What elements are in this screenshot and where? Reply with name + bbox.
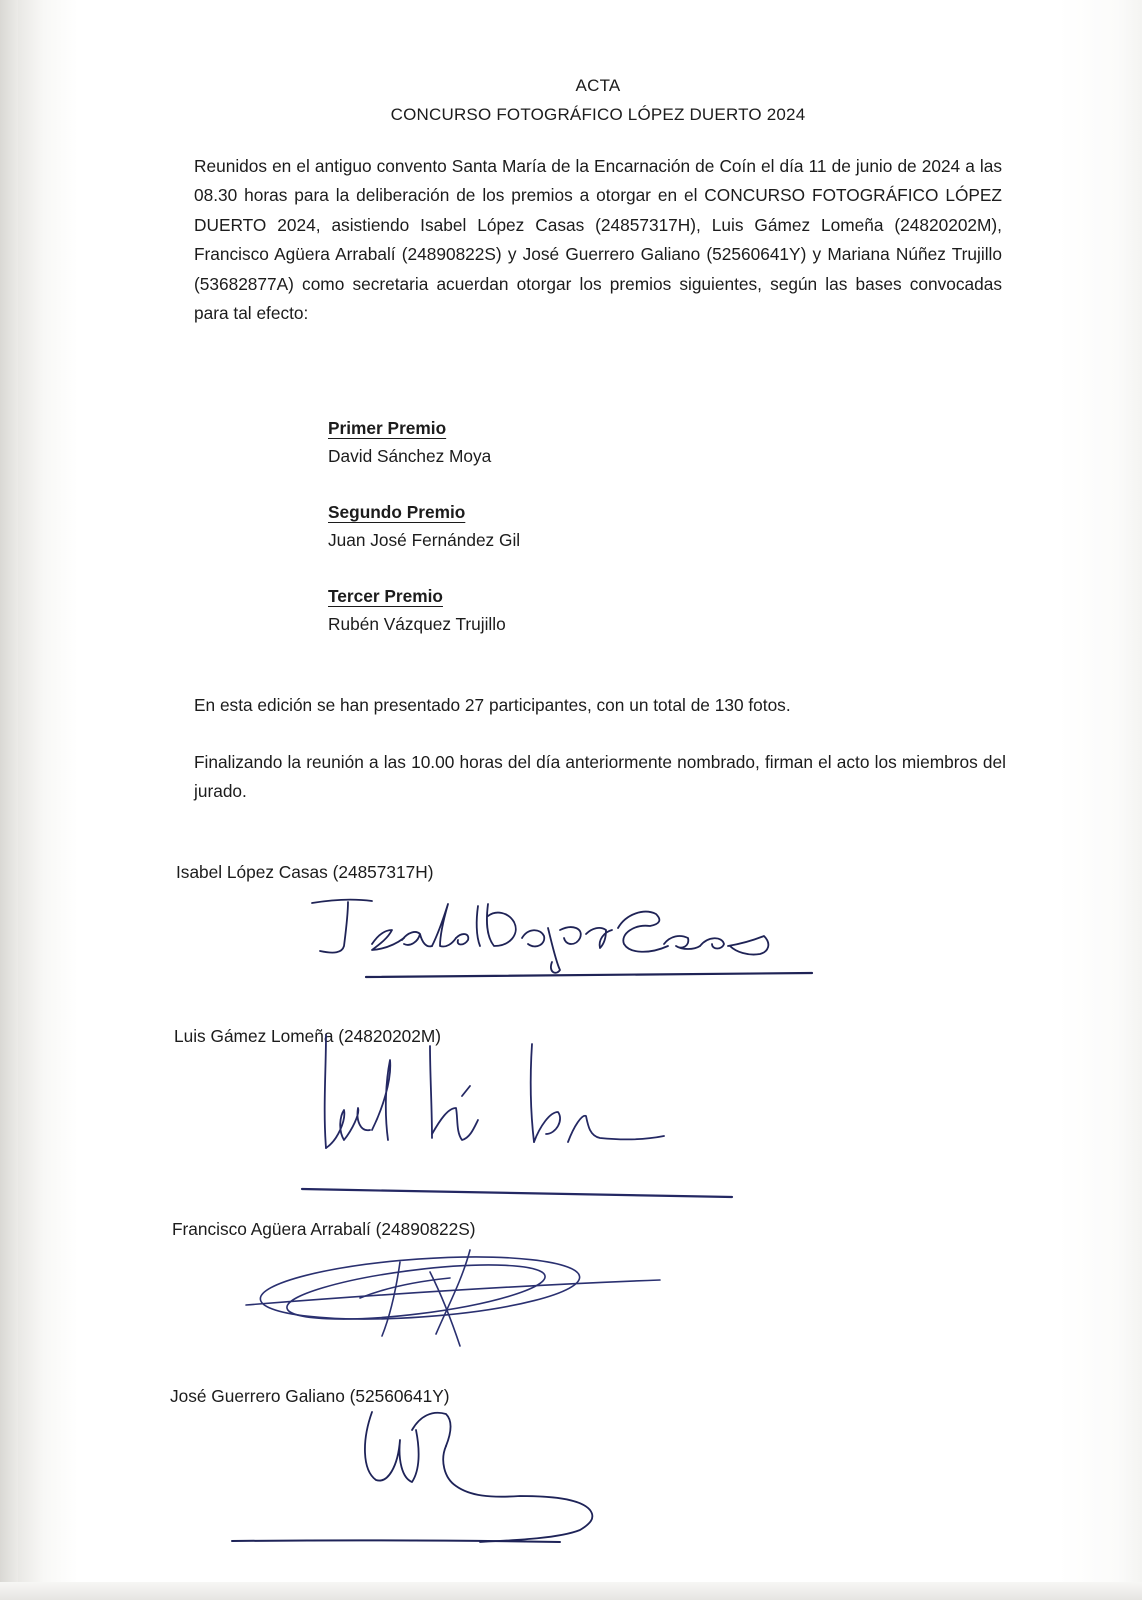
prize-heading: Tercer Premio [328,586,443,606]
paper-bottom-edge [0,1582,1142,1600]
document-subtitle: CONCURSO FOTOGRÁFICO LÓPEZ DUERTO 2024 [390,105,806,124]
prize-heading: Primer Premio [328,418,447,438]
prize-winner: Rubén Vázquez Trujillo [328,614,506,634]
signatory-name: Luis Gámez Lomeña (24820202M) [174,1026,442,1046]
signatory-name: Francisco Agüera Arrabalí (24890822S) [172,1219,476,1239]
intro-paragraph: Reunidos en el antiguo convento Santa María de la Encarnación de Coín el día 11 de junio de 2024 a las 08.30 horas para la deliberación de los premios a otorgar en el CONCURSO FOTOGRÁFICO LÓPEZ DUERTO 2024, asistiendo Isabel López Casas (24857317H), Luis Gámez Lomeña (24820202M), Francisco Agüera Arrabalí (24890822S) y José Guerrero Galiano (52560641Y) y Mariana Núñez Trujillo (53682877A) como secretaria acuerdan otorgar los premios siguientes, según las bases convocadas para tal efecto: [194,156,1002,324]
document-title: ACTA [575,76,621,95]
participation-paragraph: En esta edición se han presentado 27 participantes, con un total de 130 fotos. [194,695,791,715]
prize-winner: Juan José Fernández Gil [328,530,521,550]
closing-paragraph: Finalizando la reunión a las 10.00 horas del día anteriormente nombrado, firman el acto los miembros del jurado. [194,752,1006,802]
prize-winner: David Sánchez Moya [328,446,492,466]
signatory-name: Isabel López Casas (24857317H) [176,862,434,882]
prize-heading: Segundo Premio [328,502,466,522]
signatory-name: José Guerrero Galiano (52560641Y) [170,1386,450,1406]
